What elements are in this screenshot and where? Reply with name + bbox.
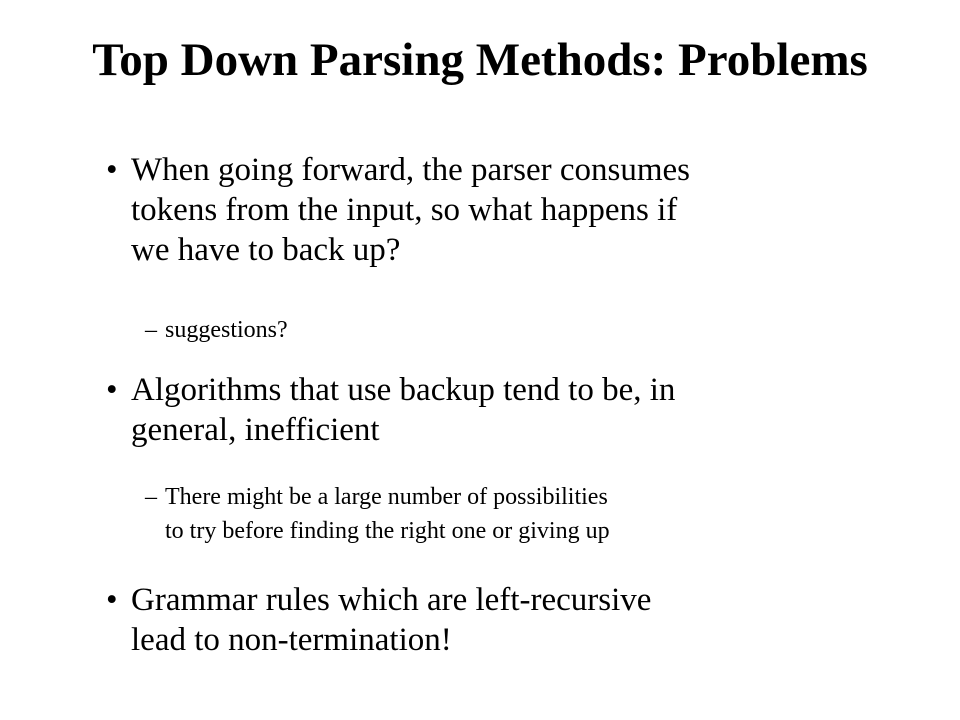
sub-bullet-text: There might be a large number of possibilities to try before finding the right one or giving up bbox=[165, 484, 610, 544]
sub-bullet-text: suggestions? bbox=[165, 317, 288, 343]
sub-bullet-item bbox=[145, 313, 885, 347]
sub-bullet-item bbox=[145, 480, 885, 548]
bullet-text: When going forward, the parser consumes tokens from the input, so what happens if we have to back up? bbox=[131, 152, 690, 268]
bullet-marker: • bbox=[106, 372, 118, 408]
bullet-text: Algorithms that use backup tend to be, in general, inefficient bbox=[131, 372, 676, 448]
sub-bullet-marker: – bbox=[145, 484, 157, 510]
bullet-item bbox=[106, 150, 866, 270]
bullet-item bbox=[106, 580, 866, 660]
sub-bullet-marker: – bbox=[145, 317, 157, 343]
bullet-marker: • bbox=[106, 582, 118, 618]
bullet-marker: • bbox=[106, 152, 118, 188]
bullet-item bbox=[106, 370, 866, 450]
bullet-text: Grammar rules which are left-recursive lead to non-termination! bbox=[131, 582, 652, 658]
slide-title: Top Down Parsing Methods: Problems bbox=[92, 34, 868, 86]
